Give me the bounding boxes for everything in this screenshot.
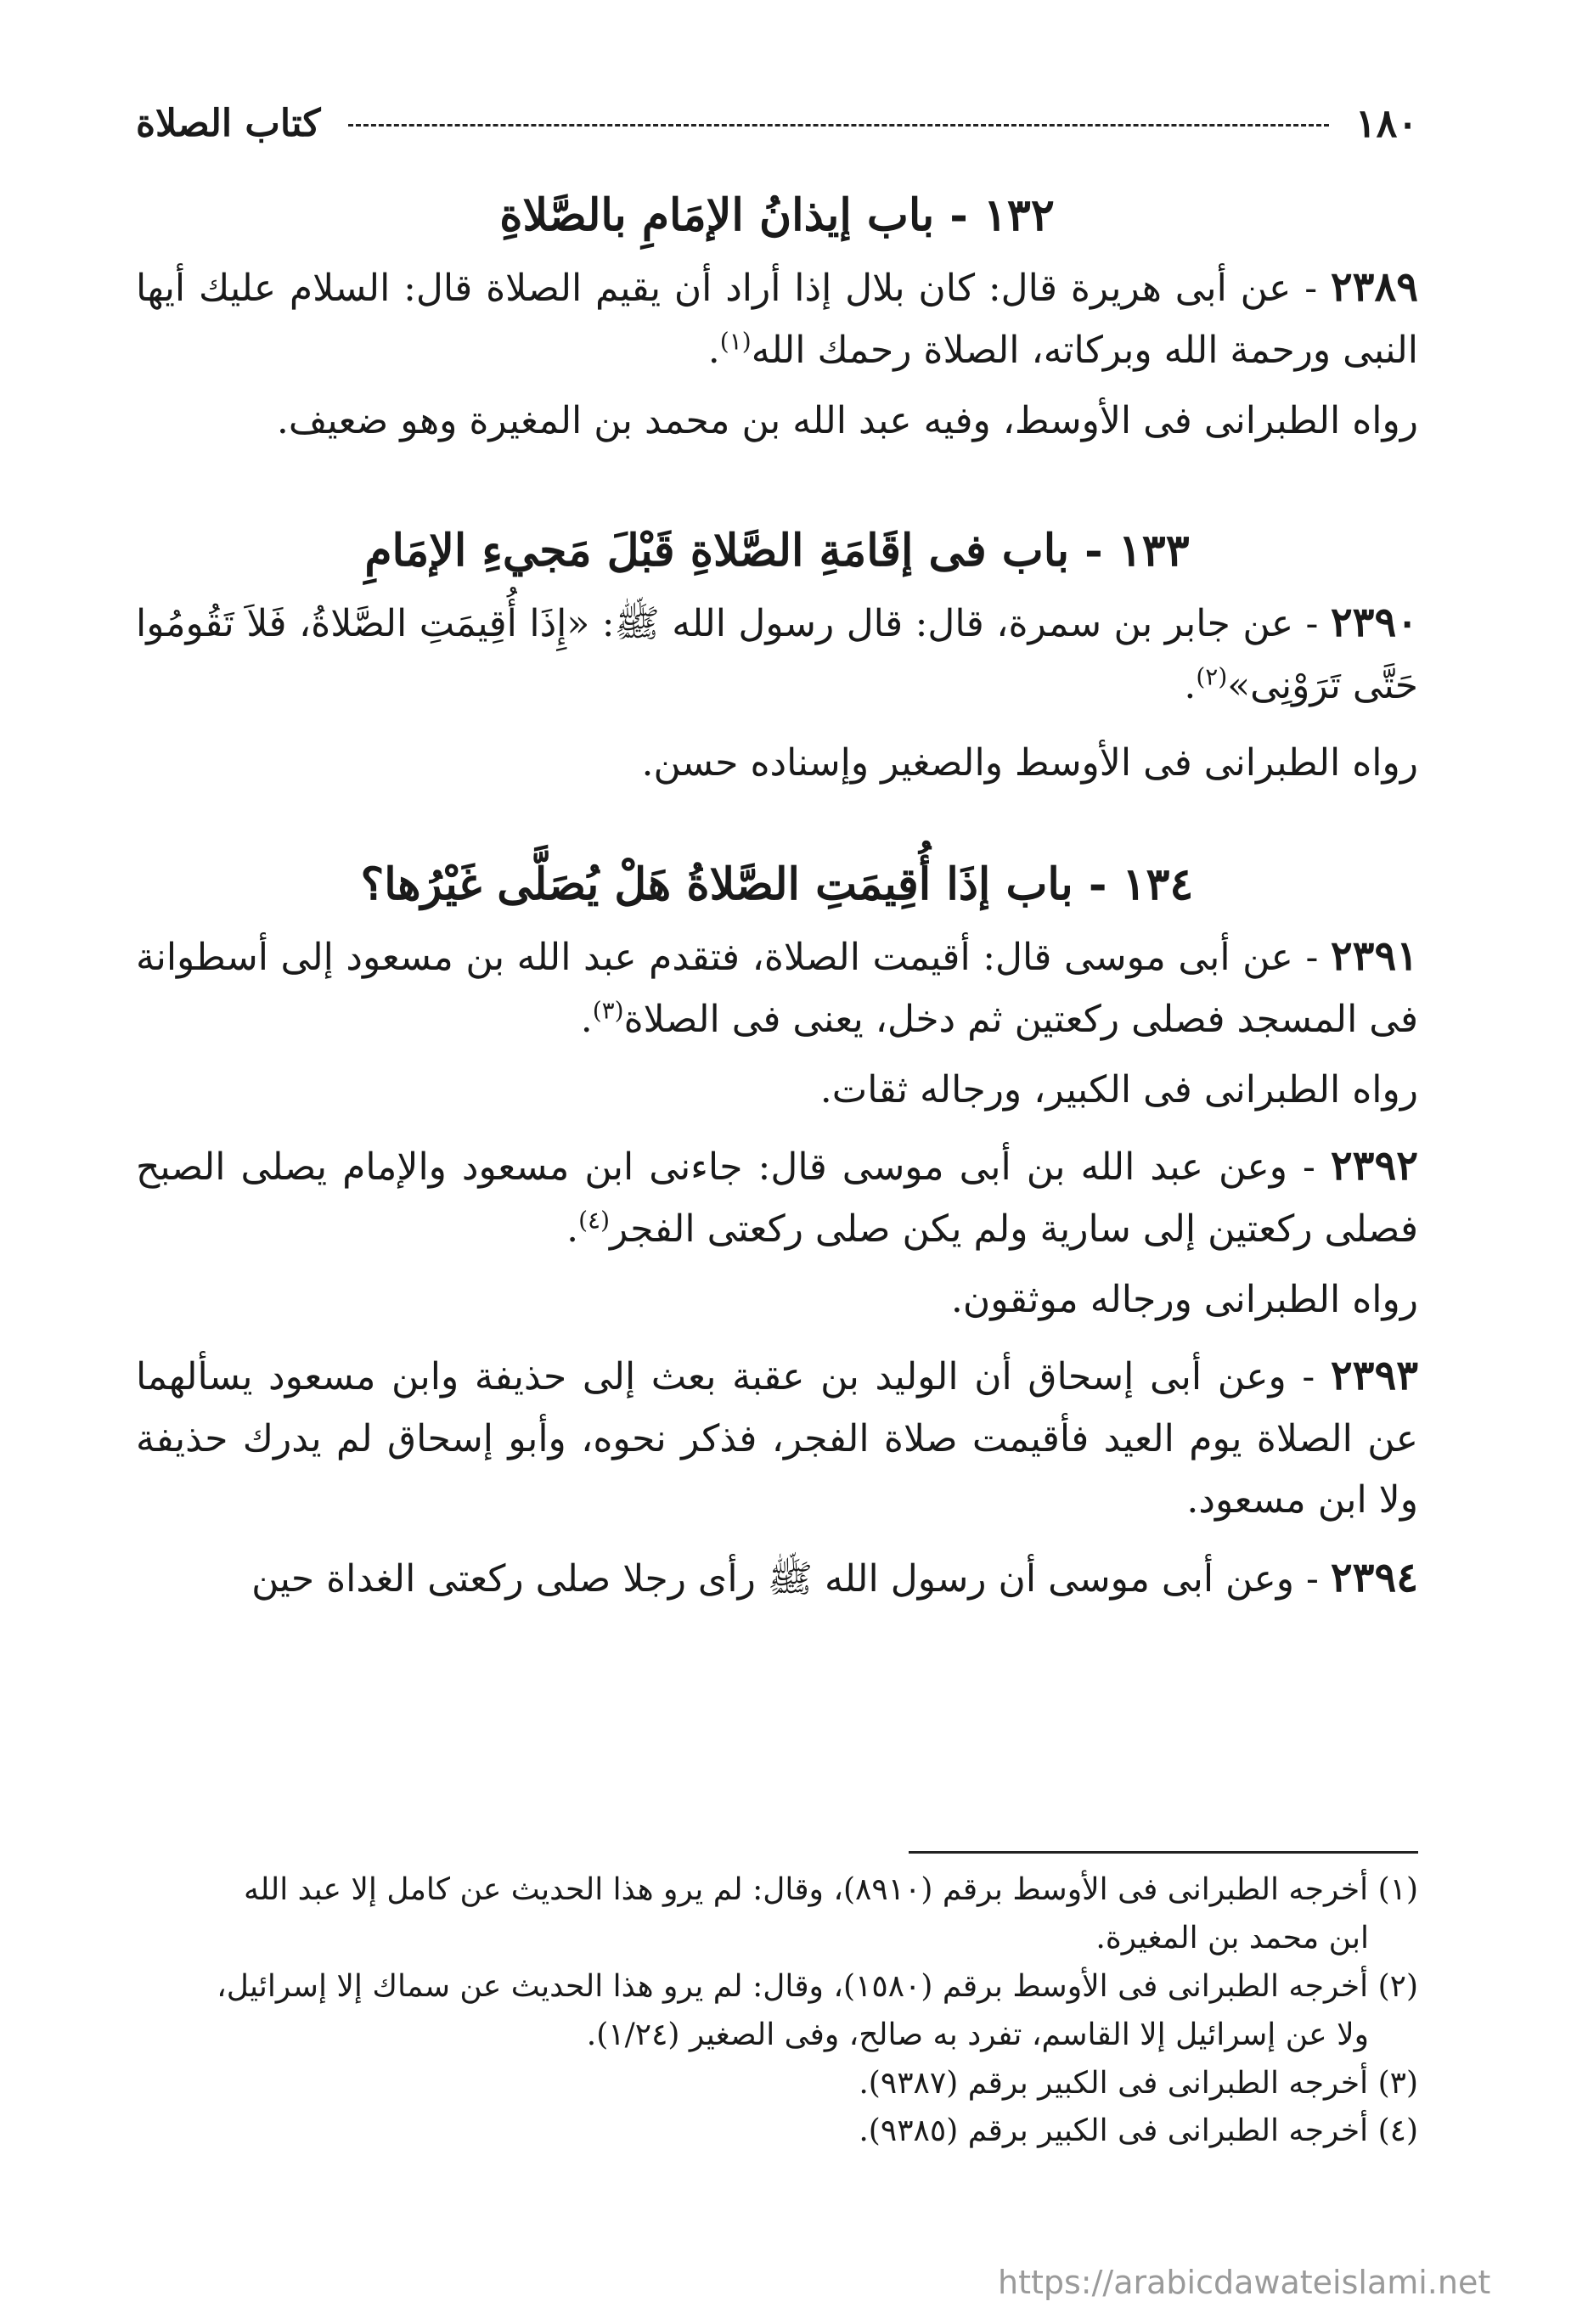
footnote-text: أخرجه الطبرانى فى الكبير برقم (٩٣٨٥). — [859, 2113, 1369, 2149]
footnote-separator — [909, 1851, 1418, 1854]
footnote-item — [136, 2060, 1418, 2108]
footnote-label: (٢) — [1377, 1968, 1418, 2004]
hadith-text: - عن أبى هريرة قال: كان بلال إذا أراد أن يقيم الصلاة قال: السلام عليك أيها النبى ورحمة الله وبركاته، الصلاة رحمك الله — [136, 266, 1418, 373]
hadith-entry — [136, 1343, 1418, 1530]
footnote-continuation: ابن محمد بن المغيرة. — [1095, 1920, 1369, 1955]
running-header — [136, 100, 1418, 151]
section-134 — [136, 856, 1418, 1612]
footnotes — [136, 1866, 1418, 2156]
hadith-number: ٢٣٩١ — [1330, 931, 1418, 980]
hadith-entry — [136, 255, 1418, 381]
footnote-label: (١) — [1377, 1872, 1418, 1907]
hadith-text: - عن جابر بن سمرة، قال: قال رسول الله ﷺ: «إِذَا أُقِيمَتِ الصَّلاةُ، فَلاَ تَقُومُوا حَتَّى تَرَوْنِى» — [136, 601, 1418, 708]
section-133 — [136, 522, 1418, 791]
footnote-continuation: ولا عن إسرائيل إلا القاسم، تفرد به صالح، وفى الصغير (١/٢٤). — [586, 2017, 1369, 2052]
book-title: كتاب الصلاة — [136, 102, 321, 145]
header-dashed-rule — [348, 124, 1329, 127]
footnote-item — [136, 2107, 1418, 2156]
hadith-entry — [136, 924, 1418, 1050]
hadith-end: . — [707, 329, 720, 373]
footnote-item — [136, 1963, 1418, 2060]
footnote-label: (٤) — [1377, 2113, 1418, 2149]
footnote-text: أخرجه الطبرانى فى الأوسط برقم (٨٩١٠)، وقال: لم يرو هذا الحديث عن كامل إلا عبد الله — [244, 1872, 1369, 1907]
narration-note: رواه الطبرانى فى الكبير، ورجاله ثقات. — [819, 1067, 1418, 1111]
footnote-ref: (٤) — [578, 1206, 611, 1235]
hadith-number: ٢٣٩٢ — [1330, 1141, 1418, 1190]
watermark-url: https://arabicdawateislami.net — [998, 2264, 1491, 2301]
footnote-ref: (٣) — [592, 996, 624, 1025]
hadith-text: - عن أبى موسى قال: أقيمت الصلاة، فتقدم عبد الله بن مسعود إلى أسطوانة فى المسجد فصلى ركعتين ثم دخل، يعنى فى الصلاة — [136, 935, 1418, 1042]
narration-note: رواه الطبرانى ورجاله موثقون. — [950, 1277, 1418, 1321]
footnote-item — [136, 1866, 1418, 1963]
section-132 — [136, 187, 1418, 449]
hadith-end: . — [580, 998, 593, 1042]
hadith-end: . — [1184, 664, 1197, 708]
footnote-label: (٣) — [1377, 2065, 1418, 2101]
hadith-text: - وعن عبد الله بن أبى موسى قال: جاءنى ابن مسعود والإمام يصلى الصبح فصلى ركعتين إلى سارية ولم يكن صلى ركعتى الفجر — [136, 1145, 1418, 1252]
narration-note: رواه الطبرانى فى الأوسط والصغير وإسناده حسن. — [641, 740, 1418, 785]
hadith-entry — [136, 1134, 1418, 1260]
hadith-number: ٢٣٩٤ — [1330, 1553, 1418, 1601]
hadith-number: ٢٣٨٩ — [1330, 262, 1418, 311]
section-heading: ١٣٢ - باب إيذانُ الإمَامِ بالصَّلاةِ — [499, 189, 1055, 241]
hadith-end: . — [566, 1207, 579, 1252]
hadith-entry — [136, 590, 1418, 717]
section-heading: ١٣٣ - باب فى إقَامَةِ الصَّلاةِ قَبْلَ مَجيءِ الإمَامِ — [364, 525, 1190, 577]
hadith-text: - وعن أبى إسحاق أن الوليد بن عقبة بعث إلى حذيفة وابن مسعود يسألهما عن الصلاة يوم العيد فأقيمت صلاة الفجر، فذكر نحوه، وأبو إسحاق لم يدرك حذيفة ولا ابن مسعود. — [136, 1354, 1418, 1522]
hadith-number: ٢٣٩٠ — [1330, 598, 1418, 646]
footnote-text: أخرجه الطبرانى فى الكبير برقم (٩٣٨٧). — [859, 2065, 1369, 2101]
footnote-ref: (١) — [719, 327, 752, 356]
footnote-ref: (٢) — [1196, 662, 1228, 691]
hadith-number: ٢٣٩٣ — [1330, 1351, 1418, 1399]
narration-note: رواه الطبرانى فى الأوسط، وفيه عبد الله بن محمد بن المغيرة وهو ضعيف. — [276, 398, 1418, 442]
footnote-text: أخرجه الطبرانى فى الأوسط برقم (١٥٨٠)، وقال: لم يرو هذا الحديث عن سماك إلا إسرائيل، — [217, 1968, 1369, 2004]
hadith-text: - وعن أبى موسى أن رسول الله ﷺ رأى رجلا صلى ركعتى الغداة حين — [251, 1556, 1331, 1601]
hadith-entry — [136, 1545, 1418, 1612]
page-number: ١٨٠ — [1354, 100, 1418, 146]
section-heading: ١٣٤ - باب إذَا أُقِيمَتِ الصَّلاةُ هَلْ يُصَلَّى غَيْرُها؟ — [360, 858, 1194, 910]
